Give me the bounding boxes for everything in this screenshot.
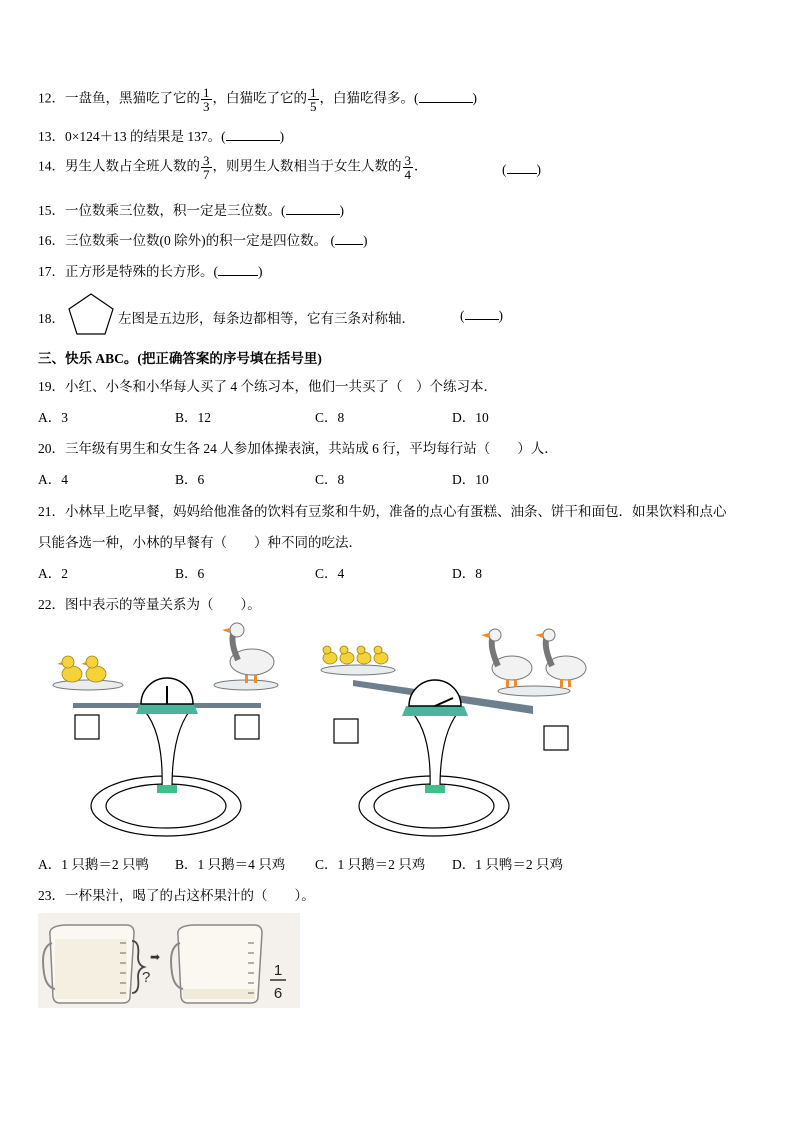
q14-answer [502,161,541,178]
q12-text-a: 12．一盘鱼，黑猫吃了它的 [38,90,200,106]
q12-text-c: ，白猫吃得多。( [319,90,419,106]
question-17 [38,260,263,280]
answer-blank[interactable] [465,307,499,320]
option-c[interactable]: C．8 [315,472,345,487]
option-d[interactable]: D．10 [452,410,489,425]
question-12 [38,86,477,113]
fraction: $\frac{3}{7}$ [203,153,210,182]
question-19: 19．小红、小冬和小华每人买了 4 个练习本，他们一共买了（ ）个练习本． [38,379,497,394]
answer-blank[interactable] [335,232,363,245]
fraction: $\frac{1}{3}$ [203,85,210,114]
option-b[interactable]: B．12 [175,410,212,425]
q16-text-b: ) [363,233,368,248]
fraction-denominator: 6 [273,985,283,1002]
fraction-numerator: 1 [273,962,283,979]
q14-text-b: ，则男生人数相当于女生人数的 [212,158,402,174]
option-d[interactable]: D．8 [452,566,482,581]
question-15 [38,199,344,219]
q18-text-d: ) [498,308,503,323]
juice-cups-illustration [38,913,300,1008]
option-a[interactable]: A．2 [38,566,68,581]
question-13 [38,125,284,145]
answer-blank[interactable] [419,90,473,103]
question-21-line2: 只能各选一种，小林的早餐有（ ）种不同的吃法． [38,535,362,550]
option-d[interactable]: D．1 只鸭＝2 只鸡 [452,857,563,872]
fraction: $\frac{1}{5}$ [310,85,317,114]
option-a[interactable]: A．4 [38,472,68,487]
q12-text-b: ，白猫吃了它的 [212,90,307,106]
question-mark: ? [142,969,151,986]
option-c[interactable]: C．4 [315,566,345,581]
option-b[interactable]: B．6 [175,472,205,487]
balance-scale-right-illustration [318,618,593,848]
q15-text-a: 15．一位数乘三位数，积一定是三位数。( [38,203,286,218]
question-20: 20．三年级有男生和女生各 24 人参加体操表演，共站成 6 行，平均每行站（ ）人． [38,441,558,456]
answer-blank[interactable] [507,161,537,174]
option-b[interactable]: B．6 [175,566,205,581]
question-22: 22．图中表示的等量关系为（ ）。 [38,597,261,612]
answer-blank[interactable] [226,128,280,141]
answer-blank[interactable] [286,202,340,215]
question-18-text [118,307,415,327]
option-b[interactable]: B．1 只鹅＝4 只鸡 [175,857,286,872]
q17-text-b: ) [258,264,263,279]
pentagon-icon [66,292,116,336]
q16-text-a: 16．三位数乘一位数(0 除外)的积一定是四位数。 ( [38,233,335,248]
q14-text-e: ) [536,162,541,177]
question-21-line1: 21．小林早上吃早餐，妈妈给他准备的饮料有豆浆和牛奶，准备的点心有蛋糕、油条、饼干和面包．如果饮料和点心 [38,504,727,519]
option-c[interactable]: C．1 只鹅＝2 只鸡 [315,857,426,872]
section-heading: 三、快乐 ABC。(把正确答案的序号填在括号里) [38,351,322,366]
q14-text-d: ( [502,162,507,177]
svg-text:➡: ➡ [150,950,161,964]
question-23: 23．一杯果汁，喝了的占这杯果汁的（ ）。 [38,888,315,903]
answer-blank[interactable] [218,263,258,276]
fraction: $\frac{3}{4}$ [404,153,411,182]
option-c[interactable]: C．8 [315,410,345,425]
q15-text-b: ) [339,203,344,218]
q17-text-a: 17．正方形是特殊的长方形。( [38,264,218,279]
q18-text-b: 左图是五边形，每条边都相等，它有三条对称轴． [118,311,415,326]
q13-text-b: ) [279,129,285,144]
option-d[interactable]: D．10 [452,472,489,487]
balance-scale-left-illustration [48,618,288,848]
question-14 [38,154,428,181]
q12-text-d: ) [472,90,477,106]
q18-text-a: 18． [38,311,65,326]
q18-text-c: ( [460,308,465,323]
q18-answer [460,307,503,324]
q13-text-a: 13．0×124＋13 的结果是 137。( [38,129,226,144]
option-a[interactable]: A．3 [38,410,68,425]
q14-text-c: ． [414,158,428,174]
q14-text-a: 14．男生人数占全班人数的 [38,158,200,174]
question-18 [38,307,65,327]
option-a[interactable]: A．1 只鹅＝2 只鸭 [38,857,149,872]
question-16 [38,229,368,249]
